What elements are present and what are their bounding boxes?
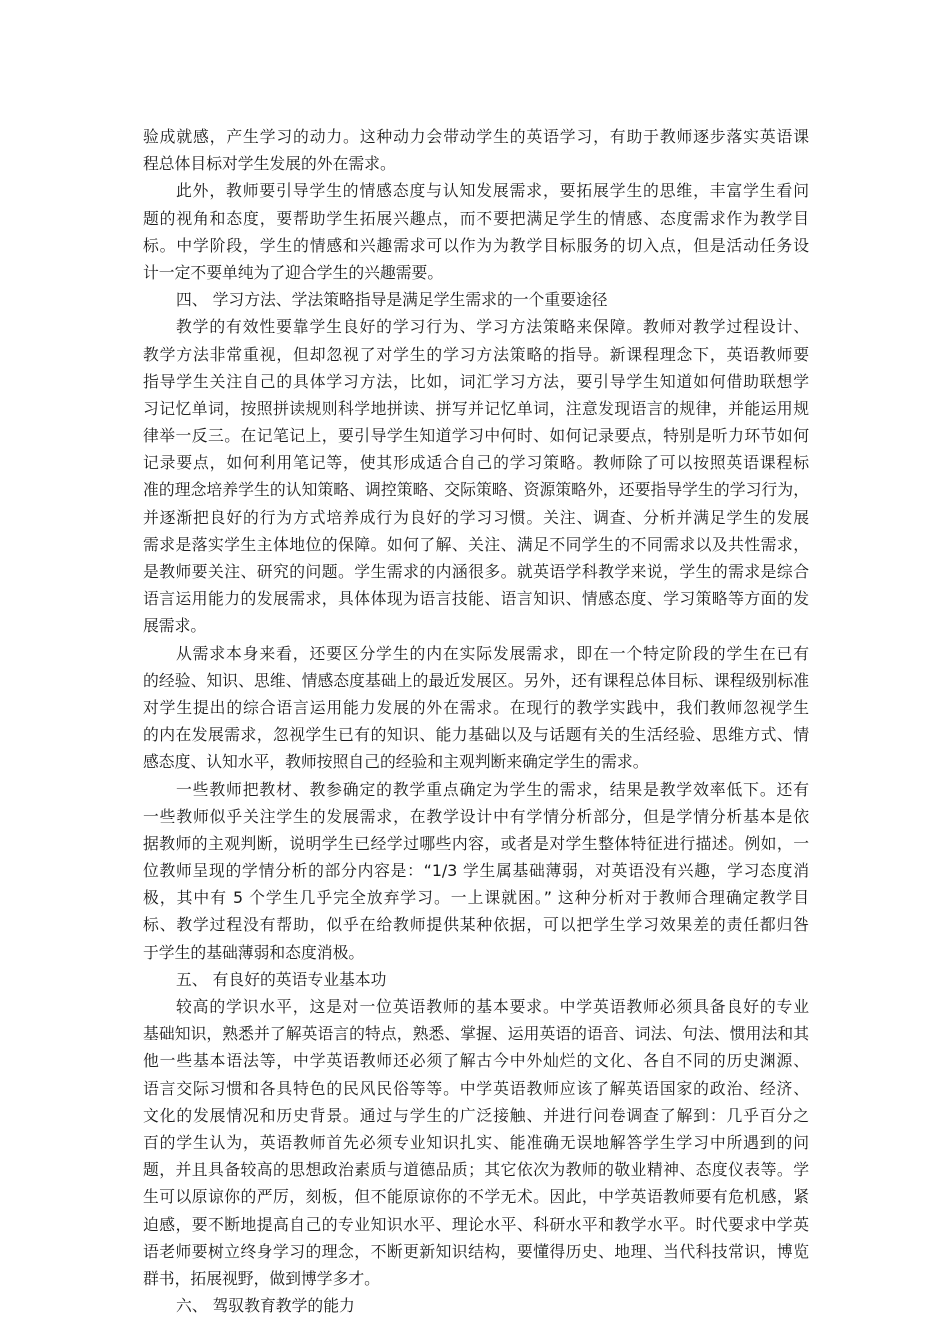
text-line: 语老师要树立终身学习的理念，不断更新知识结构，要懂得历史、地理、当代科技常识，博览 — [143, 1241, 809, 1261]
text-line: 教学方法非常重视，但却忽视了对学生的学习方法策略的指导。新课程理念下，英语教师要 — [143, 344, 809, 364]
text-line: 验成就感，产生学习的动力。这种动力会带动学生的英语学习，有助于教师逐步落实英语课 — [143, 127, 809, 146]
text-line: 感态度、认知水平，教师按照自己的经验和主观判断来确定学生的需求。 — [143, 752, 649, 772]
text-line: 基础知识，熟悉并了解英语言的特点，熟悉、掌握、运用英语的语音、词法、句法、惯用法和其 — [143, 1024, 809, 1044]
text-line: 教学的有效性要靠学生良好的学习行为、学习方法策略来保障。教师对教学过程设计、 — [176, 317, 809, 337]
text-line: 百的学生认为，英语教师首先必须专业知识扎实、能准确无误地解答学生学习中所遇到的问 — [143, 1132, 809, 1152]
text-line: 迫感，要不断地提高自己的专业知识水平、理论水平、科研水平和教学水平。时代要求中学英 — [143, 1214, 809, 1234]
text-line: 律举一反三。在记笔记上，要引导学生知道学习中何时、如何记录要点，特别是听力环节如何 — [143, 426, 809, 446]
text-line: 群书，拓展视野，做到博学多才。 — [143, 1268, 380, 1288]
text-line: 需求是落实学生主体地位的保障。如何了解、关注、满足不同学生的不同需求以及共性需求， — [143, 534, 809, 554]
text-line: 展需求。 — [143, 616, 207, 636]
text-line: 计一定不要单纯为了迎合学生的兴趣需要。 — [143, 262, 444, 282]
text-line: 的经验、知识、思维、情感态度基础上的最近发展区。另外，还有课程总体目标、课程级别标准 — [143, 670, 809, 690]
text-line: 从需求本身来看，还要区分学生的内在实际发展需求，即在一个特定阶段的学生在已有 — [176, 643, 809, 663]
text-line: 文化的发展情况和历史背景。通过与学生的广泛接触、并进行问卷调查了解到：几乎百分之 — [143, 1105, 809, 1125]
text-line: 指导学生关注自己的具体学习方法，比如，词汇学习方法，要引导学生知道如何借助联想学 — [143, 371, 809, 391]
text-line: 标。中学阶段，学生的情感和兴趣需求可以作为为教学目标服务的切入点，但是活动任务设 — [143, 235, 809, 255]
text-line: 他一些基本语法等，中学英语教师还必须了解古今中外灿烂的文化、各自不同的历史渊源、 — [143, 1051, 809, 1071]
text-line: 语言交际习惯和各具特色的民风民俗等等。中学英语教师应该了解英语国家的政治、经济、 — [143, 1078, 809, 1098]
text-line: 是教师要关注、研究的问题。学生需求的内涵很多。就英语学科教学来说，学生的需求是综合 — [143, 562, 809, 581]
text-line: 题，并且具备较高的思想政治素质与道德品质；其它依次为教师的敬业精神、态度仪表等。学 — [143, 1160, 809, 1180]
section-heading: 四、 学习方法、学法策略指导是满足学生需求的一个重要途径 — [176, 290, 608, 310]
text-line: 一些教师把教材、教参确定的教学重点确定为学生的需求，结果是教学效率低下。还有 — [176, 779, 809, 799]
text-line: 于学生的基础薄弱和态度消极。 — [143, 942, 365, 962]
text-line: 生可以原谅你的严厉，刻板，但不能原谅你的不学无术。因此，中学英语教师要有危机感，紧 — [143, 1187, 809, 1207]
text-line: 此外，教师要引导学生的情感态度与认知发展需求，要拓展学生的思维，丰富学生看问 — [176, 181, 809, 201]
text-line: 程总体目标对学生发展的外在需求。 — [143, 154, 396, 174]
text-line: 对学生提出的综合语言运用能力发展的外在需求。在现行的教学实践中，我们教师忽视学生 — [143, 697, 809, 717]
text-line: 并逐渐把良好的行为方式培养成行为良好的学习习惯。关注、调查、分析并满足学生的发展 — [143, 507, 809, 527]
text-line: 准的理念培养学生的认知策略、调控策略、交际策略、资源策略外，还要指导学生的学习行为， — [143, 480, 809, 500]
text-line: 题的视角和态度，要帮助学生拓展兴趣点，而不要把满足学生的情感、态度需求作为教学目 — [143, 208, 809, 228]
text-line: 记录要点，如何利用笔记等，使其形成适合自己的学习策略。教师除了可以按照英语课程标 — [143, 453, 809, 473]
text-line: 习记忆单词，按照拼读规则科学地拼读、拼写并记忆单词，注意发现语言的规律，并能运用规 — [143, 398, 809, 418]
text-line: 较高的学识水平，这是对一位英语教师的基本要求。中学英语教师必须具备良好的专业 — [176, 997, 809, 1016]
document-page — [143, 123, 809, 1319]
text-line: 据教师的主观判断，说明学生已经学过哪些内容，或者是对学生整体特征进行描述。例如，一 — [143, 833, 809, 853]
section-heading: 五、 有良好的英语专业基本功 — [176, 969, 387, 989]
section-heading: 六、 驾驭教育教学的能力 — [176, 1296, 355, 1316]
text-line: 的内在发展需求，忽视学生已有的知识、能力基础以及与话题有关的生活经验、思维方式、情 — [143, 725, 809, 745]
text-line: 标、教学过程没有帮助，似乎在给教师提供某种依据，可以把学生学习效果差的责任都归咎 — [143, 915, 809, 935]
text-line: 极，其中有 5 个学生几乎完全放弃学习。一上课就困。” 这种分析对于教师合理确定教学目 — [143, 888, 809, 908]
text-line: 语言运用能力的发展需求，具体体现为语言技能、语言知识、情感态度、学习策略等方面的发 — [143, 589, 809, 609]
text-line: 一些教师似乎关注学生的发展需求，在教学设计中有学情分析部分，但是学情分析基本是依 — [143, 806, 809, 826]
text-line: 位教师呈现的学情分析的部分内容是：“1/3 学生属基础薄弱，对英语没有兴趣，学习态度消 — [143, 861, 809, 881]
